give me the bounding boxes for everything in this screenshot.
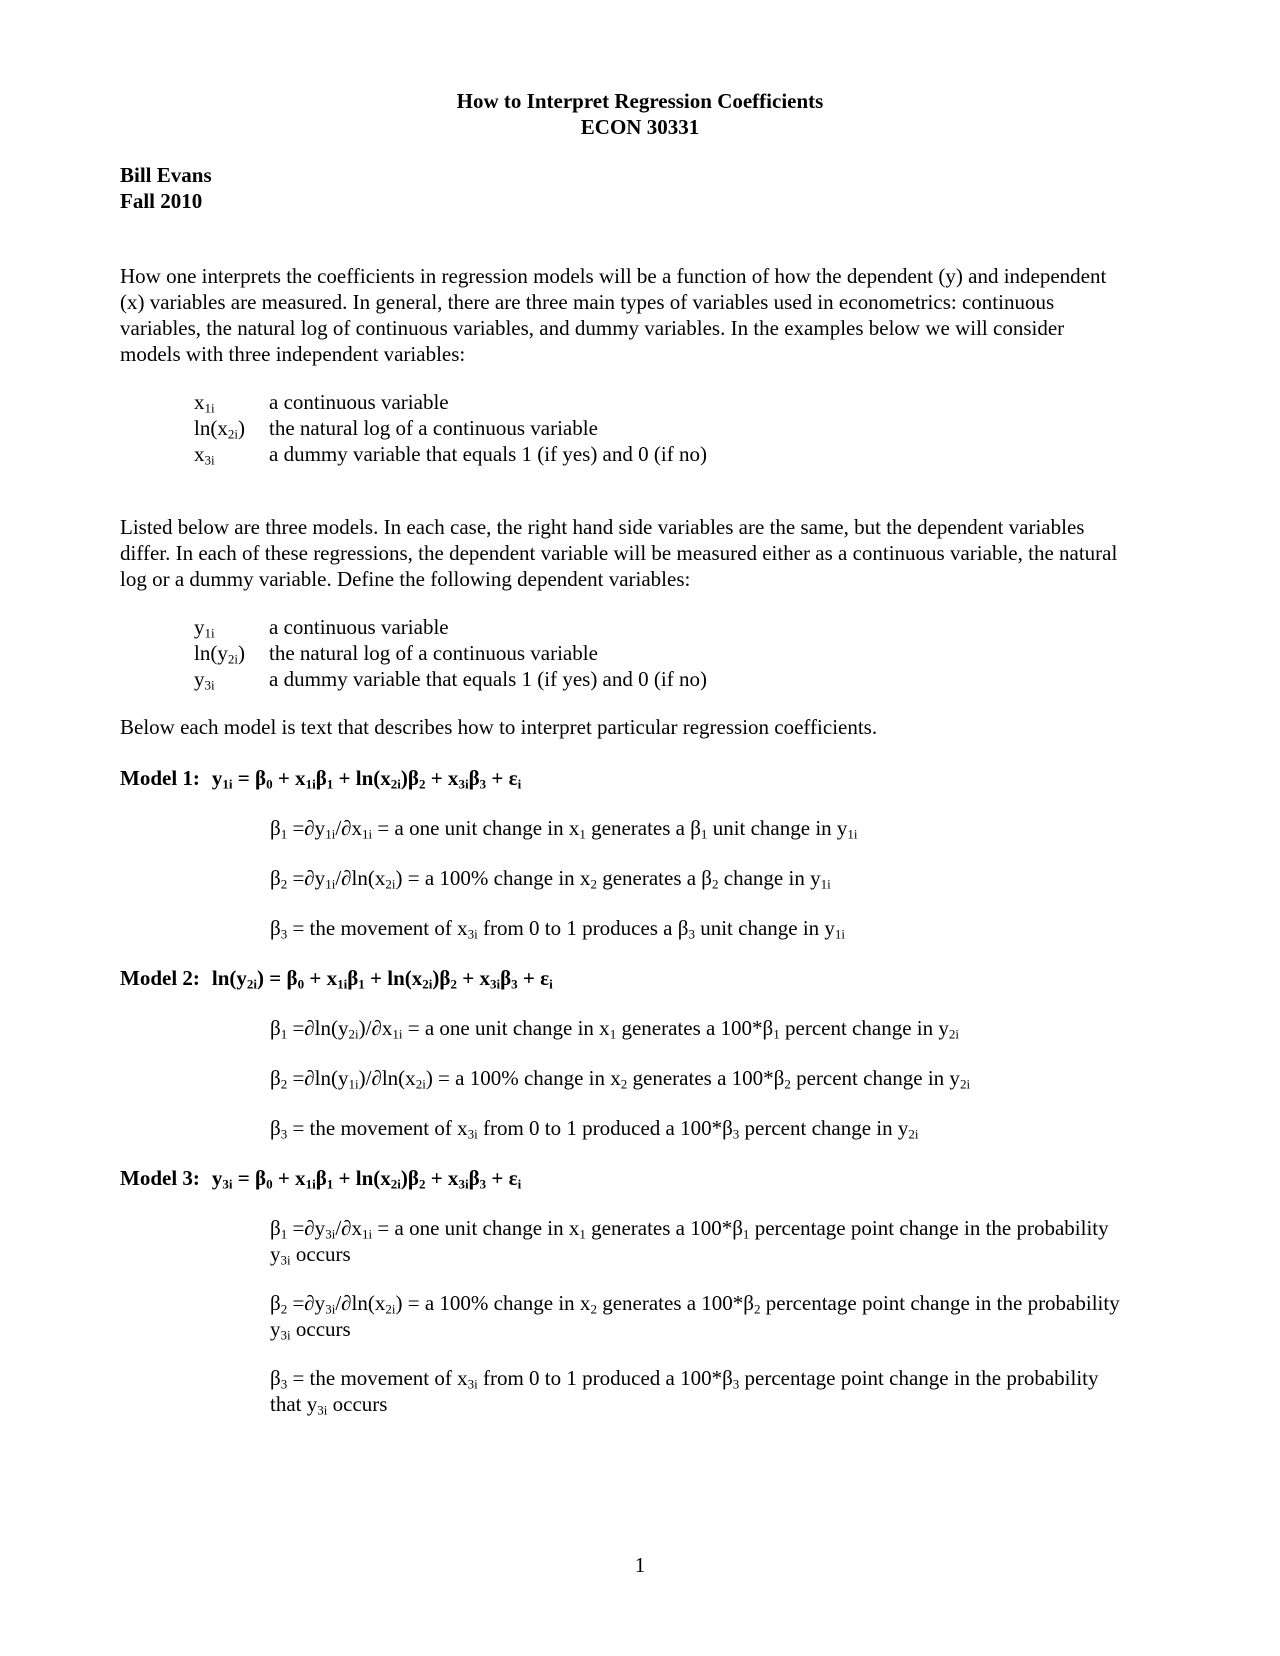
equation-subscript: 3 xyxy=(511,976,518,992)
interpretation-text: β xyxy=(270,1216,281,1240)
model-3-beta2 xyxy=(270,1290,1130,1342)
interpretation-text: β xyxy=(270,1291,281,1315)
lhs-subscript: 3i xyxy=(222,1176,233,1192)
interpretation-text: percent change in y xyxy=(790,1066,960,1090)
interpretation-subscript: 2i xyxy=(385,876,396,892)
equation-text: + ε xyxy=(486,1166,518,1190)
interpretation-subscript: 2 xyxy=(590,876,597,892)
equation-text: + x xyxy=(425,1166,459,1190)
model-1-beta1 xyxy=(270,815,1130,841)
equation-subscript: 3 xyxy=(479,1176,487,1192)
interpretation-text: )/∂ln(x xyxy=(358,1066,416,1090)
interpretation-text: percentage point change in the probability that y xyxy=(270,1366,1099,1416)
variable-row xyxy=(194,441,707,467)
variable-description: the natural log of a continuous variable xyxy=(269,641,598,665)
interpretation-subscript: 2 xyxy=(784,1076,791,1092)
variable-description: a dummy variable that equals 1 (if yes) and 0 (if no) xyxy=(269,442,707,466)
equation-subscript: 1i xyxy=(337,976,348,992)
interpretation-subscript: 2 xyxy=(280,1301,288,1317)
symbol-base: y xyxy=(217,641,228,665)
interpretation-subscript: 1 xyxy=(280,826,288,842)
independent-variables-table xyxy=(194,389,707,467)
symbol-subscript: 3i xyxy=(204,452,215,468)
variable-symbol xyxy=(194,614,269,640)
equation-text: )β xyxy=(400,1166,419,1190)
variable-symbol xyxy=(194,389,269,415)
equation-text: + ln(x xyxy=(364,966,423,990)
interpretation-subscript: 3i xyxy=(280,1327,291,1343)
variable-description: a dummy variable that equals 1 (if yes) and 0 (if no) xyxy=(269,667,707,691)
equation-text: + x xyxy=(272,1166,306,1190)
variable-row xyxy=(194,389,707,415)
equation-text: β xyxy=(255,766,267,790)
equation-text: + x xyxy=(272,766,306,790)
interpretation-subscript: 2 xyxy=(712,876,719,892)
symbol-base: y xyxy=(194,615,205,639)
model-label: Model 1: xyxy=(120,766,200,790)
lhs-base: y xyxy=(211,766,223,790)
interpretation-text: β xyxy=(270,1016,281,1040)
lhs-base: y xyxy=(236,966,247,990)
interpretation-text: β xyxy=(270,816,281,840)
interpretation-text: generates a 100*β xyxy=(627,1066,785,1090)
interpretation-subscript: 3i xyxy=(325,1226,336,1242)
interpretation-text: occurs xyxy=(290,1242,351,1266)
model-2-beta1 xyxy=(270,1015,1130,1041)
symbol-suffix: ) xyxy=(237,416,245,440)
model-label: Model 2: xyxy=(120,966,200,990)
interpretation-text: )/∂x xyxy=(358,1016,393,1040)
equation-subscript: 2i xyxy=(422,976,433,992)
interpretation-subscript: 2 xyxy=(754,1301,761,1317)
equation-subscript: i xyxy=(517,1176,522,1192)
interpretation-text: ) = a 100% change in x xyxy=(425,1066,621,1090)
interpretation-text: = the movement of x xyxy=(287,1116,468,1140)
interpretation-subscript: 3 xyxy=(688,926,695,942)
interpretation-subscript: 3 xyxy=(280,1126,288,1142)
interpretation-text: unit change in y xyxy=(694,916,835,940)
interpretation-text: β xyxy=(270,1116,281,1140)
equation-text: β xyxy=(468,1166,480,1190)
equation-subscript: 3 xyxy=(479,776,487,792)
interpretation-subscript: 2i xyxy=(385,1301,396,1317)
equation-subscript: 2 xyxy=(450,976,457,992)
interpretation-text: /∂ln(x xyxy=(335,1291,386,1315)
symbol-base: x xyxy=(194,390,205,414)
interpretation-subscript: 2i xyxy=(948,1026,959,1042)
model-1-beta2 xyxy=(270,865,1130,891)
variable-description: the natural log of a continuous variable xyxy=(269,416,598,440)
interpretation-subscript: 2i xyxy=(348,1026,359,1042)
interpretation-subscript: 2i xyxy=(959,1076,971,1092)
course-code: ECON 30331 xyxy=(580,115,700,139)
below-models-text: Below each model is text that describes how to interpret particular regression coefficients. xyxy=(120,715,878,739)
interpretation-subscript: 1i xyxy=(325,826,336,842)
interpretation-subscript: 1 xyxy=(579,1226,586,1242)
variable-row xyxy=(194,640,707,666)
model-2-beta3 xyxy=(270,1115,1130,1141)
interpretation-subscript: 1 xyxy=(609,1026,617,1042)
interpretation-text: =∂y xyxy=(287,816,326,840)
equation-text: β xyxy=(315,1166,327,1190)
interpretation-subscript: 1i xyxy=(362,1226,373,1242)
equation-text: β xyxy=(468,766,480,790)
lhs-subscript: 2i xyxy=(246,976,258,992)
model-label: Model 3: xyxy=(120,1166,200,1190)
interpretation-text: =∂ln(y xyxy=(287,1066,349,1090)
interpretation-subscript: 3 xyxy=(280,1376,288,1392)
interpretation-text: /∂ln(x xyxy=(335,866,386,890)
interpretation-subscript: 1i xyxy=(847,826,858,842)
interpretation-subscript: 2i xyxy=(415,1076,426,1092)
equation-subscript: 2i xyxy=(390,1176,401,1192)
interpretation-subscript: 3i xyxy=(467,1126,478,1142)
lhs-base: y xyxy=(211,1166,223,1190)
symbol-base: y xyxy=(194,667,205,691)
interpretation-text: generates a 100*β xyxy=(596,1291,754,1315)
variable-row xyxy=(194,614,707,640)
equation-text: β xyxy=(347,966,359,990)
interpretation-subscript: 3i xyxy=(280,1252,291,1268)
interpretation-text: = the movement of x xyxy=(287,1366,468,1390)
model-3-equation: Model 3: $y_{3i} = \beta_0 + x_{1i}\beta_1 + \ln(x_{2i})\beta_2 + x_{3i}\beta_3 + \varepsilon_i$ xyxy=(120,1166,522,1192)
model-3-beta1 xyxy=(270,1215,1130,1267)
lhs-subscript: 1i xyxy=(222,776,233,792)
dependent-variables-table xyxy=(194,614,707,692)
interpretation-text: = a one unit change in x xyxy=(372,1216,580,1240)
equation-subscript: 1 xyxy=(326,776,334,792)
equation-text: + x xyxy=(425,766,459,790)
model-1-beta3 xyxy=(270,915,1130,941)
interpretation-text: percentage point change in the probability y xyxy=(270,1291,1120,1341)
interpretation-text: generates a β xyxy=(596,866,712,890)
interpretation-subscript: 3 xyxy=(732,1126,740,1142)
equation-subscript: 1 xyxy=(358,976,365,992)
interpretation-subscript: 2 xyxy=(620,1076,628,1092)
interpretation-text: =∂y xyxy=(287,866,326,890)
model-2-beta2 xyxy=(270,1065,1130,1091)
equation-subscript: 3i xyxy=(458,1176,469,1192)
equation-text: )β xyxy=(400,766,419,790)
model-2-equation: Model 2: $\ln(y_{2i}) = \beta_0 + x_{1i}\beta_1 + \ln(x_{2i})\beta_2 + x_{3i}\beta_3 + \varepsilon_i$ xyxy=(120,966,553,992)
interpretation-subscript: 1i xyxy=(348,1076,359,1092)
interpretation-text: = the movement of x xyxy=(287,916,468,940)
equation-text: + x xyxy=(304,966,338,990)
equation-text: + ε xyxy=(517,966,550,990)
interpretation-text: from 0 to 1 produced a 100*β xyxy=(477,1366,733,1390)
interpretation-text: /∂x xyxy=(335,1216,363,1240)
symbol-subscript: 1i xyxy=(204,400,215,416)
interpretation-text: β xyxy=(270,1366,281,1390)
interpretation-text: occurs xyxy=(327,1392,388,1416)
variable-row xyxy=(194,666,707,692)
interpretation-subscript: 1i xyxy=(392,1026,403,1042)
interpretation-subscript: 3i xyxy=(317,1402,328,1418)
equation-subscript: 1 xyxy=(326,1176,334,1192)
interpretation-subscript: 2i xyxy=(908,1126,919,1142)
interpretation-text: =∂y xyxy=(287,1291,326,1315)
interpretation-subscript: 3i xyxy=(325,1301,336,1317)
interpretation-text: = a one unit change in x xyxy=(402,1016,610,1040)
interpretation-subscript: 1 xyxy=(579,826,586,842)
equation-subscript: 2 xyxy=(418,1176,426,1192)
equation-subscript: 3i xyxy=(458,776,469,792)
interpretation-subscript: 3i xyxy=(467,926,478,942)
intro-paragraph: How one interprets the coefficients in regression models will be a function of how the dependent (y) and independent (x) variables are measured. In general, there are three main types of variables used in econometrics: continuous variables, the natural log of continuous variables, and dummy variables. In the examples below we will consider models with three independent variables: xyxy=(120,264,1107,366)
equation-subscript: 1i xyxy=(305,776,316,792)
interpretation-subscript: 3 xyxy=(280,926,288,942)
variable-description: a continuous variable xyxy=(269,390,449,414)
equation-subscript: 0 xyxy=(297,976,305,992)
variable-row xyxy=(194,415,707,441)
equation-subscript: 2 xyxy=(418,776,426,792)
interpretation-text: from 0 to 1 produces a β xyxy=(477,916,689,940)
interpretation-text: percent change in y xyxy=(739,1116,909,1140)
equation-text: )β xyxy=(432,966,451,990)
interpretation-subscript: 1 xyxy=(773,1026,780,1042)
interpretation-subscript: 1 xyxy=(280,1226,288,1242)
variable-symbol xyxy=(194,666,269,692)
interpretation-subscript: 1 xyxy=(742,1226,750,1242)
variable-symbol xyxy=(194,441,269,467)
interpretation-subscript: 1i xyxy=(834,926,846,942)
interpretation-subscript: 3 xyxy=(732,1376,740,1392)
symbol-subscript: 2i xyxy=(227,426,238,442)
author-term: Fall 2010 xyxy=(120,189,203,213)
symbol-suffix: ) xyxy=(237,641,245,665)
equation-text: β xyxy=(286,966,298,990)
symbol-base: x xyxy=(217,416,228,440)
interpretation-text: change in y xyxy=(718,866,821,890)
interpretation-subscript: 1i xyxy=(820,876,831,892)
interpretation-text: ) = a 100% change in x xyxy=(395,866,591,890)
equation-text: β xyxy=(255,1166,267,1190)
interpretation-subscript: 2 xyxy=(590,1301,597,1317)
interpretation-text: ) = a 100% change in x xyxy=(395,1291,591,1315)
symbol-subscript: 2i xyxy=(227,651,238,667)
equation-text: + ε xyxy=(486,766,518,790)
equation-subscript: 0 xyxy=(266,776,273,792)
interpretation-text: generates a β xyxy=(585,816,701,840)
equation-subscript: 0 xyxy=(266,1176,273,1192)
interpretation-subscript: 2 xyxy=(280,1076,288,1092)
interpretation-text: percentage point change in the probability y xyxy=(270,1216,1109,1266)
equation-subscript: 1i xyxy=(305,1176,316,1192)
interpretation-subscript: 1 xyxy=(280,1026,288,1042)
interpretation-text: =∂ln(y xyxy=(287,1016,349,1040)
variable-symbol xyxy=(194,640,269,666)
symbol-subscript: 3i xyxy=(204,677,215,693)
equation-subscript: i xyxy=(517,776,522,792)
document-title: How to Interpret Regression Coefficients xyxy=(456,89,824,113)
equation-text: + x xyxy=(456,966,490,990)
interpretation-text: generates a 100*β xyxy=(585,1216,743,1240)
equation-subscript: i xyxy=(549,976,553,992)
equation-text: + ln(x xyxy=(333,1166,391,1190)
interpretation-subscript: 1i xyxy=(362,826,373,842)
lhs-prefix: ln( xyxy=(211,966,237,990)
interpretation-subscript: 3i xyxy=(467,1376,478,1392)
symbol-prefix: ln( xyxy=(194,641,218,665)
interpretation-subscript: 1i xyxy=(325,876,336,892)
interpretation-text: β xyxy=(270,916,281,940)
symbol-base: x xyxy=(194,442,205,466)
equation-subscript: 3i xyxy=(489,976,501,992)
interpretation-text: β xyxy=(270,866,281,890)
interpretation-text: from 0 to 1 produced a 100*β xyxy=(477,1116,733,1140)
interpretation-text: generates a 100*β xyxy=(616,1016,774,1040)
equation-text: + ln(x xyxy=(333,766,391,790)
interpretation-text: percent change in y xyxy=(779,1016,949,1040)
equation-text: β xyxy=(315,766,327,790)
author-name: Bill Evans xyxy=(120,163,212,187)
interpretation-text: unit change in y xyxy=(707,816,848,840)
interpretation-text: =∂y xyxy=(287,1216,326,1240)
interpretation-text: = a one unit change in x xyxy=(372,816,580,840)
lhs-suffix: ) xyxy=(257,966,265,990)
model-1-equation: Model 1: $y_{1i} = \beta_0 + x_{1i}\beta_1 + \ln(x_{2i})\beta_2 + x_{3i}\beta_3 + \varepsilon_i$ xyxy=(120,766,522,792)
equation-text: β xyxy=(500,966,512,990)
model-3-beta3 xyxy=(270,1365,1130,1417)
symbol-subscript: 1i xyxy=(204,625,215,641)
variable-symbol xyxy=(194,415,269,441)
equation-subscript: 2i xyxy=(390,776,401,792)
symbol-prefix: ln( xyxy=(194,416,218,440)
interpretation-subscript: 1 xyxy=(700,826,708,842)
variable-description: a continuous variable xyxy=(269,615,449,639)
models-intro-paragraph: Listed below are three models. In each case, the right hand side variables are the same, but the dependent variables differ. In each of these regressions, the dependent variable will be measured either as a continuous variable, the natural log or a dummy variable. Define the following dependent variables: xyxy=(120,515,1118,591)
interpretation-text: occurs xyxy=(290,1317,351,1341)
interpretation-subscript: 2 xyxy=(280,876,288,892)
interpretation-text: /∂x xyxy=(335,816,363,840)
page-number: 1 xyxy=(634,1553,646,1577)
interpretation-text: β xyxy=(270,1066,281,1090)
